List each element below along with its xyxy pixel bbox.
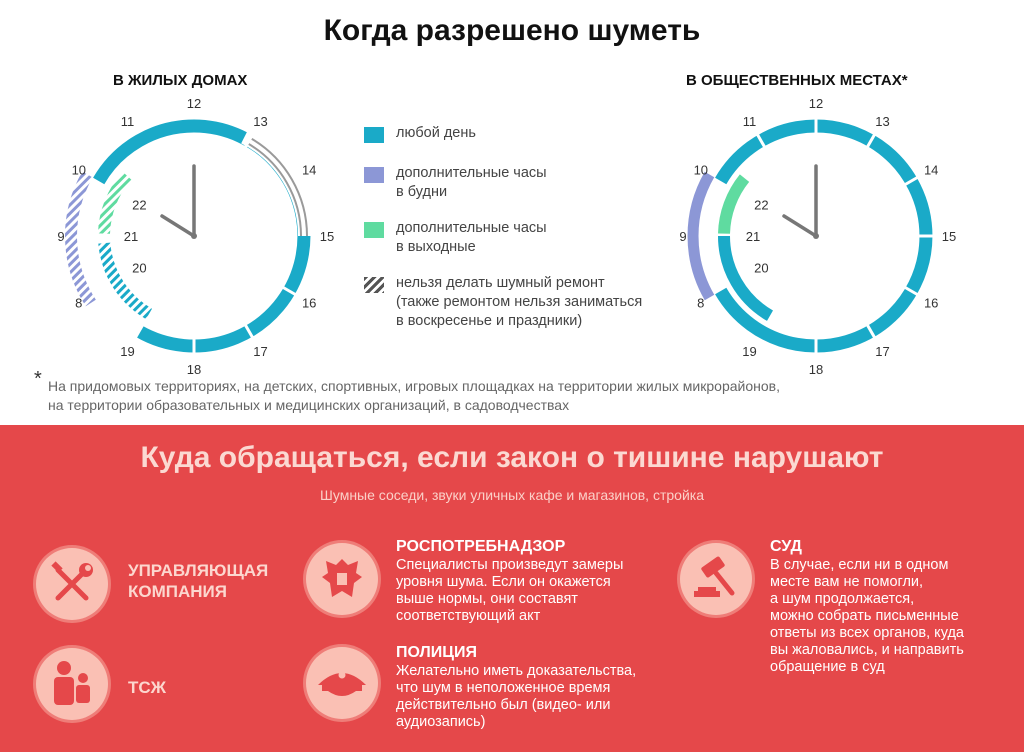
footnote: На придомовых территориях, на детских, спортивных, игровых площадках на территории жилых микрорайонов, на территории образовательных и медицинских организаций, в садоводчествах: [48, 378, 780, 413]
police-title: ПОЛИЦИЯ: [396, 644, 477, 661]
hour-label: 16: [923, 295, 939, 311]
police-text: Желательно иметь доказательства, что шум в неположенное время действительно был (видео- или аудиозапись): [396, 663, 637, 730]
legend-label: дополнительные часы в будни: [396, 165, 547, 200]
hour-hand: [784, 216, 816, 236]
hour-label: 13: [875, 113, 890, 129]
management-company-label: УПРАВЛЯЮЩАЯ КОМПАНИЯ: [128, 561, 269, 601]
hour-label: 9: [57, 229, 65, 244]
any-day-arc: [99, 126, 194, 181]
people-icon: [36, 648, 108, 720]
hour-label: 15: [941, 229, 957, 244]
hour-label: 8: [75, 295, 83, 311]
hour-label: 20: [132, 260, 147, 276]
hour-label: 12: [186, 96, 202, 111]
hour-label: 21: [123, 229, 139, 244]
weekend-extra-arc: [724, 178, 745, 234]
hour-label: 21: [745, 229, 761, 244]
weekend-extra-arc: [104, 176, 127, 234]
legend-label: нельзя делать шумный ремонт (также ремонтом нельзя заниматься в воскресенье и праздники): [396, 275, 643, 329]
page-title: Когда разрешено шуметь: [323, 14, 701, 47]
public-clock: [676, 96, 957, 377]
residential-clock-title: В ЖИЛЫХ ДОМАХ: [113, 72, 248, 89]
hour-label: 10: [693, 162, 709, 178]
hour-label: 12: [808, 96, 824, 111]
hour-label: 9: [679, 229, 687, 244]
hour-label: 22: [132, 197, 147, 213]
legend-swatch: [364, 222, 384, 238]
tools-icon: [36, 548, 108, 620]
hour-label: 20: [754, 260, 769, 276]
clock-center: [191, 233, 197, 239]
hour-label: 22: [754, 197, 769, 213]
legend-swatch: [364, 127, 384, 143]
police-cap-icon: [306, 647, 378, 719]
hour-label: 17: [253, 344, 268, 360]
rospotrebnadzor-title: РОСПОТРЕБНАДЗОР: [396, 538, 566, 555]
public-clock-title: В ОБЩЕСТВЕННЫХ МЕСТАХ*: [686, 72, 908, 89]
coat-of-arms-icon: [306, 543, 378, 615]
legend-label: дополнительные часы в выходные: [396, 220, 547, 255]
legend-label: любой день: [396, 125, 476, 141]
court-title: СУД: [770, 538, 802, 555]
hour-label: 16: [301, 295, 317, 311]
hour-label: 11: [742, 113, 757, 129]
legend-swatch-hatched: [364, 277, 384, 293]
clock-center: [813, 233, 819, 239]
hour-label: 11: [120, 113, 135, 129]
hour-label: 17: [875, 344, 890, 360]
hour-label: 18: [808, 362, 824, 377]
contacts-subtitle: Шумные соседи, звуки уличных кафе и магазинов, стройка: [320, 487, 704, 503]
evening-hatched-arc: [104, 243, 149, 314]
gavel-icon: [680, 543, 752, 615]
weekday-extra-arc: [693, 175, 709, 298]
contacts-section: [0, 425, 1024, 752]
hour-label: 14: [923, 162, 939, 178]
hour-label: 10: [71, 162, 87, 178]
weekday-extra-arc: [71, 175, 91, 304]
legend-swatch: [364, 167, 384, 183]
hour-label: 19: [120, 344, 135, 360]
hour-hand: [162, 216, 194, 236]
hour-label: 8: [697, 295, 705, 311]
hour-label: 18: [186, 362, 202, 377]
footnote-star: *: [34, 368, 42, 390]
hour-label: 13: [253, 113, 268, 129]
hour-label: 14: [301, 162, 317, 178]
residential-clock: [54, 96, 335, 377]
hoa-label: ТСЖ: [128, 678, 167, 697]
contacts-title: Куда обращаться, если закон о тишине нарушают: [140, 441, 884, 474]
hour-label: 19: [742, 344, 757, 360]
court-text: В случае, если ни в одном месте вам не помогли, а шум продолжается, можно собрать письменные ответы из всех органов, куда вы жаловались, и направить обращение в суд: [770, 557, 964, 675]
hour-label: 15: [319, 229, 335, 244]
rospotrebnadzor-text: Специалисты произведут замеры уровня шума. Если он окажется выше нормы, они составят соответствующий акт: [396, 557, 624, 624]
